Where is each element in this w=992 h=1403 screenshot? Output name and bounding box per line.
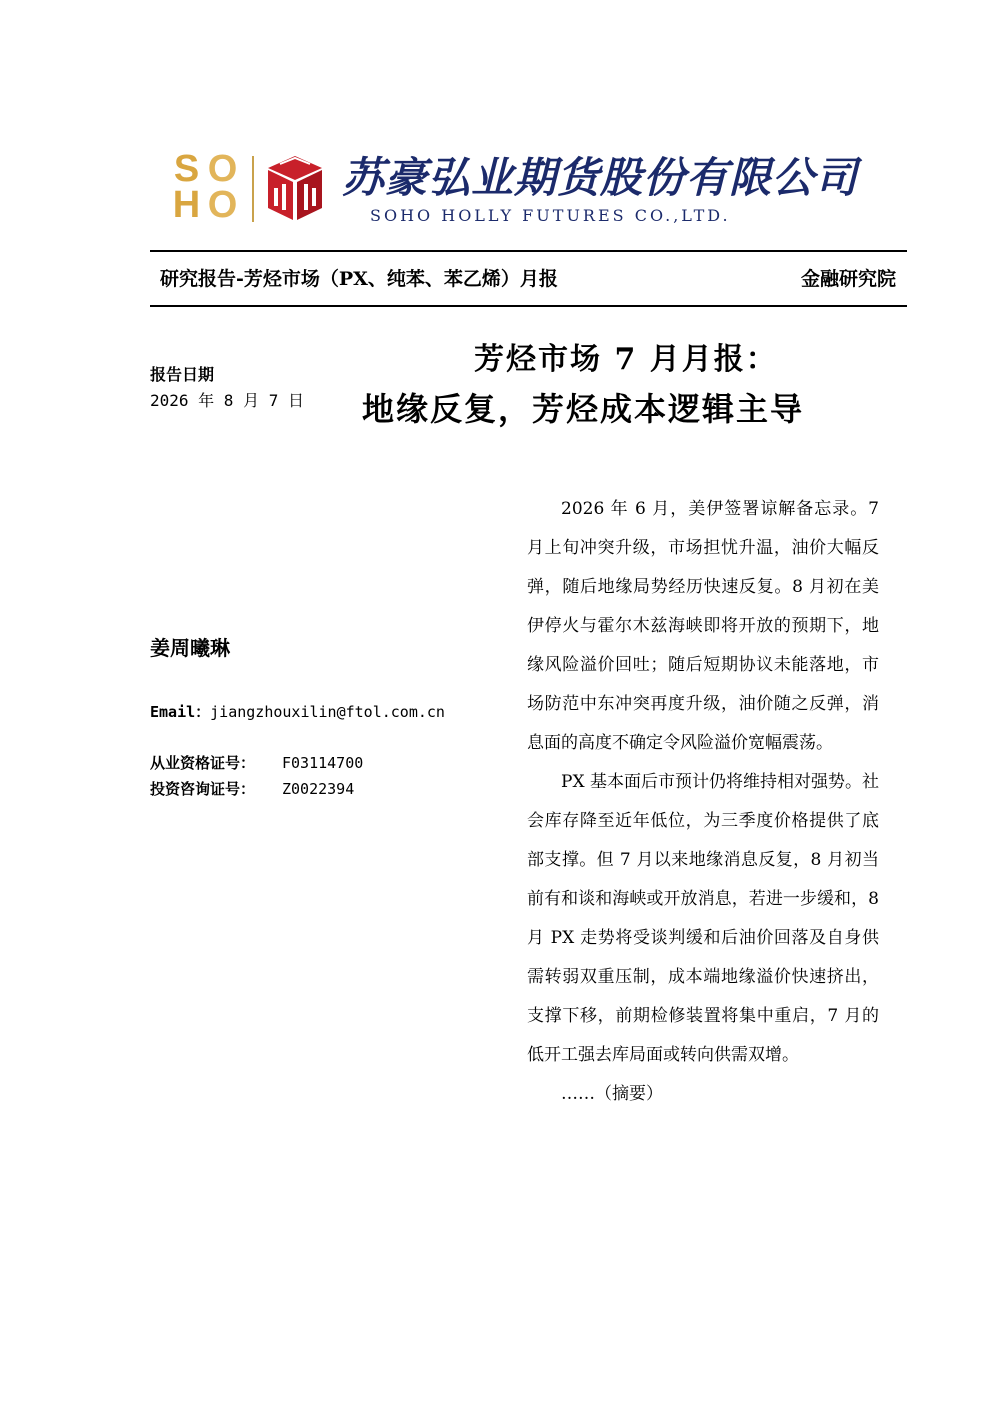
consulting-number: Z0022394 [282, 780, 355, 798]
report-date-value: 2026 年 8 月 7 日 [150, 391, 304, 410]
department-name: 金融研究院 [800, 268, 896, 290]
company-name-cn: 苏豪弘业期货股份有限公司 [342, 153, 859, 202]
report-date-label: 报告日期 [150, 365, 215, 384]
summary-ellipsis: ……（摘要） [561, 1084, 663, 1104]
logo-divider [252, 156, 254, 222]
author-email-row [150, 701, 445, 722]
author-email[interactable]: jiangzhouxilin@ftol.com.cn [210, 703, 445, 721]
summary-paragraph-1: 2026 年 6 月，美伊签署谅解备忘录。7 月上旬冲突升级，市场担忧升温，油价大幅反弹，随后地缘局势经历快速反复。8 月初在美伊停火与霍尔木兹海峡即将开放的预期下，地缘风险溢价回吐；随后短期协议未能落地，市场防范中东冲突再度升级，油价随之反弹，消息面的高度不确定令风险溢价宽幅震荡。 [527, 499, 879, 753]
report-title-line-2: 地缘反复，芳烃成本逻辑主导 [362, 390, 805, 428]
logo-letter-o: O [207, 148, 238, 190]
qualification-row [150, 752, 363, 773]
summary-paragraph-2: PX 基本面后市预计仍将维持相对强势。社会库存降至近年低位，为三季度价格提供了底部支撑。但 7 月以来地缘消息反复，8 月初当前有和谈和海峡或开放消息，若进一步缓和，8 月 PX 走势将受谈判缓和后油价回落及自身供需转弱双重压制，成本端地缘溢价快速挤出，支撑下移，前期检修装置将集中重启，7 月的低开工强去库局面或转向供需双增。 [527, 772, 879, 1065]
report-type: 研究报告-芳烃市场（PX、纯苯、苯乙烯）月报 [160, 268, 558, 290]
email-label: Email： [150, 703, 211, 721]
header-top-rule [150, 250, 907, 252]
author-name: 姜周曦琳 [150, 636, 230, 660]
header-bottom-rule [150, 305, 907, 307]
company-logo [170, 148, 859, 228]
qualification-number: F03114700 [282, 754, 364, 772]
consulting-label: 投资咨询证号： [150, 780, 256, 798]
logo-letter-h: H [172, 184, 201, 226]
qualification-label: 从业资格证号： [150, 754, 256, 772]
red-box-icon [266, 154, 324, 222]
report-title-line-1: 芳烃市场 7 月月报： [474, 342, 778, 377]
soho-logo-mark [170, 148, 240, 226]
logo-letter-s: S [173, 148, 200, 190]
consulting-row [150, 778, 354, 799]
logo-letter-o-2: O [207, 184, 238, 226]
report-summary [527, 490, 879, 1114]
company-name-en: SOHO HOLLY FUTURES CO.,LTD. [370, 206, 731, 225]
